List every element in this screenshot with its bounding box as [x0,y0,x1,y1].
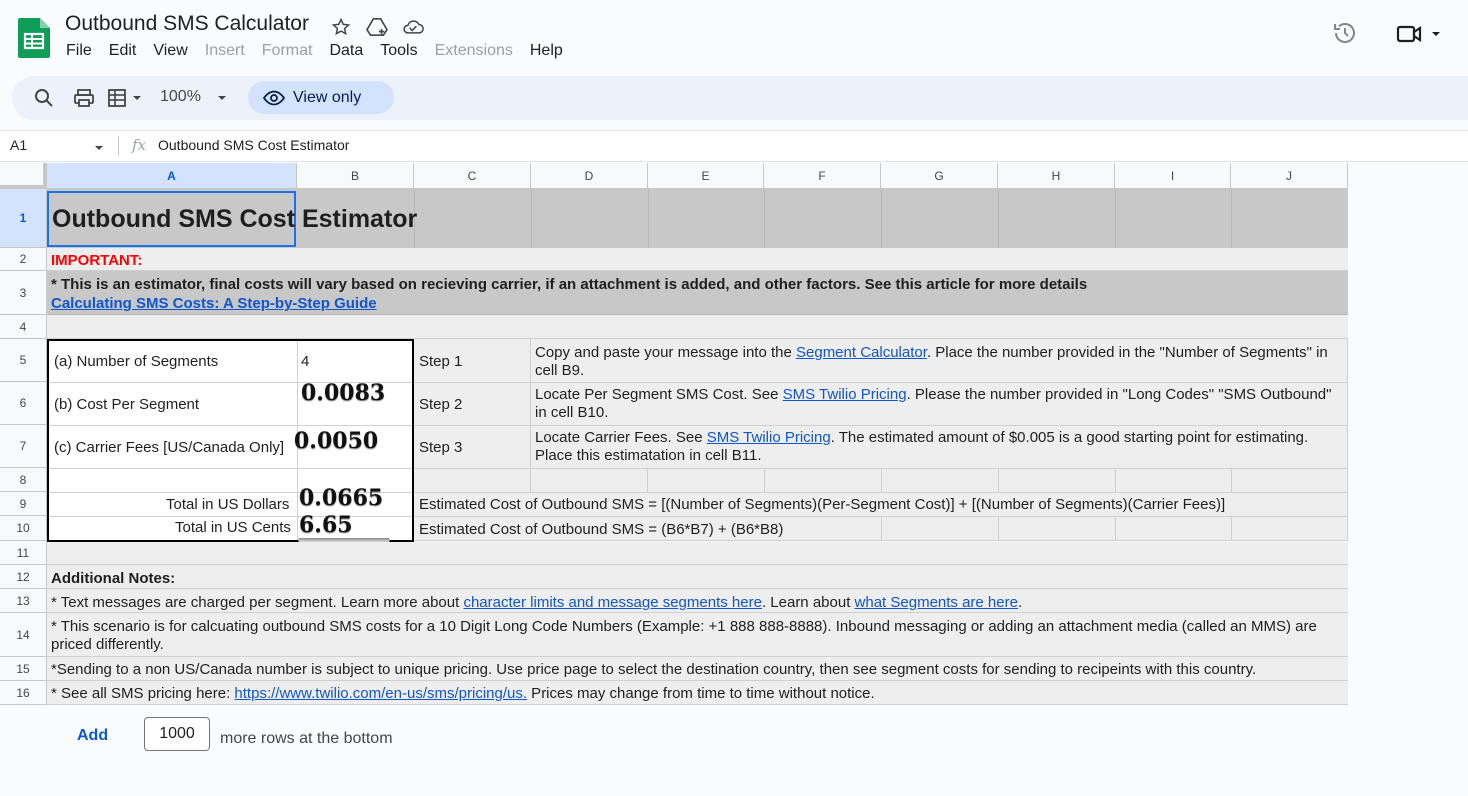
total-dollars-value[interactable]: 0.0665 [299,485,384,511]
step-3-pre: Locate Carrier Fees. See [535,429,707,446]
twilio-pricing-url-link[interactable]: https://www.twilio.com/en-us/sms/pricing/us. [234,685,528,702]
step-1-post: . Place the number provided in the "Number of Segments" in cell B9. [535,344,1328,379]
twilio-pricing-link-1[interactable]: SMS Twilio Pricing [782,386,907,403]
total-cents-value[interactable]: 6.65 [299,512,353,538]
menu-edit[interactable]: Edit [108,42,137,59]
row-header-9[interactable]: 9 [0,492,47,516]
gridline [881,468,882,492]
step-1-label: Step 1 [419,353,463,370]
step-2-post: . Please the number provided in "Long Codes" "SMS Outbound" in cell B10. [535,386,1332,421]
zoom-chevron-down-icon[interactable] [215,86,229,110]
gridline [49,425,412,426]
name-box-chevron-down-icon[interactable] [93,141,105,159]
gridline [531,189,532,248]
row-header-4[interactable]: 4 [0,315,47,339]
note-pricing [51,685,875,702]
search-icon[interactable] [34,86,54,110]
sheet-title: Outbound SMS Cost Estimator [52,205,418,233]
note-scenario: * This scenario is for calcuating outbound SMS costs for a 10 Digit Long Code Numbers (Example: +1 888 888-8888). Inbound messaging or adding an attachment media (called an MMS) are priced differently. [51,618,1317,653]
row-header-16[interactable]: 16 [0,681,47,705]
row-header-7[interactable]: 7 [0,425,47,468]
character-limits-link[interactable]: character limits and message segments here [463,594,762,611]
gridline [881,516,882,540]
gridline [764,189,765,248]
gridline [49,468,412,469]
menu-format[interactable]: Format [261,42,313,59]
formula-content[interactable]: Outbound SMS Cost Estimator [158,137,350,153]
menu-insert[interactable]: Insert [204,42,245,59]
gridline [648,189,649,248]
step-1-text [535,344,1343,380]
row-header-6[interactable]: 6 [0,382,47,425]
toolbar [12,76,1468,120]
note-segments-mid: . Learn about [761,594,855,611]
row-header-2[interactable]: 2 [0,248,47,271]
column-header-f[interactable]: F [764,163,881,189]
column-header-g[interactable]: G [881,163,998,189]
gridline [414,425,1348,426]
carrier-fees-label: (c) Carrier Fees [US/Canada Only] [54,439,285,456]
add-rows-button[interactable]: Add [77,727,109,744]
column-header-d[interactable]: D [531,163,648,189]
gridline [1231,516,1232,540]
cost-per-segment-value[interactable]: 0.0083 [301,380,386,406]
gridline [414,382,1348,383]
cost-per-segment-label: (b) Cost Per Segment [54,396,200,413]
row-2-band [47,248,1348,271]
gridline [764,468,765,492]
gridline [998,468,999,492]
add-rows-count-input[interactable]: 1000 [144,717,210,751]
note-segments-post: . [1017,594,1023,611]
additional-notes-heading: Additional Notes: [51,570,176,587]
zoom-select[interactable] [160,88,201,106]
gridline [647,468,648,492]
menu-view[interactable]: View [153,42,188,59]
cloud-saved-icon[interactable] [402,16,424,38]
sheet-format-icon[interactable] [108,86,144,110]
document-title[interactable]: Outbound SMS Calculator [65,12,309,35]
row-header-10[interactable]: 10 [0,516,47,541]
column-header-j[interactable]: J [1231,163,1348,189]
select-all-corner[interactable] [0,163,47,189]
zoom-value: 100% [160,88,201,105]
view-only-label: View only [293,88,362,106]
note-segments [51,594,1022,611]
menu-data[interactable]: Data [329,42,364,59]
star-icon[interactable] [330,16,352,38]
gridline [881,189,882,248]
gridline [1115,516,1116,540]
carrier-fees-value[interactable]: 0.0050 [294,428,379,454]
menu-tools[interactable]: Tools [380,42,418,59]
menu-bar [66,42,580,60]
important-label: IMPORTANT: [51,252,143,269]
menu-help[interactable]: Help [529,42,563,59]
row-header-15[interactable]: 15 [0,657,47,681]
formula-explanation-1: Estimated Cost of Outbound SMS = [(Number of Segments)(Per-Segment Cost)] + [(Number of Segments)(Carrier Fees)] [419,496,1226,513]
row-12-band [47,565,1348,589]
estimator-note: * This is an estimator, final costs will vary based on recieving carrier, if an attachment is added, and other factors. See this article for more details [51,276,1088,293]
view-only-button[interactable] [248,81,394,114]
gridline [1231,189,1232,248]
gridline [998,516,999,540]
menu-file[interactable]: File [66,42,92,59]
column-header-b[interactable]: B [297,163,414,189]
gridline [414,492,1348,493]
segment-calculator-link[interactable]: Segment Calculator [796,344,927,361]
row-header-5[interactable]: 5 [0,339,47,382]
column-header-c[interactable]: C [414,163,531,189]
row-header-8[interactable]: 8 [0,468,47,492]
gridline [414,540,1348,541]
gridline [1231,468,1232,492]
note-segments-pre: * Text messages are charged per segment. Learn more about [51,594,464,611]
step-2-pre: Locate Per Segment SMS Cost. See [535,386,783,403]
eye-icon [263,90,285,106]
total-dollars-label: Total in US Dollars [166,496,290,513]
step-1-pre: Copy and paste your message into the [535,344,796,361]
gridline [998,189,999,248]
step-2-text [535,386,1343,422]
note-international: *Sending to a non US/Canada number is subject to unique pricing. Use price page to select the destination country, then see segment costs for sending to recipeints with this country. [51,661,1257,678]
column-header-e[interactable]: E [648,163,764,189]
segments-info-link[interactable]: what Segments are here [854,594,1018,611]
print-icon[interactable] [73,86,95,110]
column-header-h[interactable]: H [998,163,1115,189]
meet-video-icon[interactable] [1396,22,1442,46]
gridline [1115,189,1116,248]
row-header-14[interactable]: 14 [0,613,47,657]
step-2-label: Step 2 [419,396,463,413]
menu-extensions[interactable]: Extensions [434,42,513,59]
row-header-3[interactable]: 3 [0,271,47,315]
segments-label: (a) Number of Segments [54,353,219,370]
row-header-1[interactable]: 1 [0,189,47,248]
add-rows-text: more rows at the bottom [220,730,393,747]
formula-divider [118,136,119,156]
guide-link[interactable]: Calculating SMS Costs: A Step-by-Step Guide [51,295,377,312]
gridline [1347,339,1348,541]
row-header-11[interactable]: 11 [0,541,47,565]
twilio-pricing-link-2[interactable]: SMS Twilio Pricing [706,429,831,446]
version-history-icon[interactable] [1332,20,1358,46]
gridline [1115,468,1116,492]
formula-explanation-2: Estimated Cost of Outbound SMS = (B6*B7) + (B6*B8) [419,521,784,538]
segments-value[interactable]: 4 [301,353,310,370]
total-cents-label: Total in US Cents [175,519,291,536]
sheets-logo-icon[interactable] [18,18,50,58]
row-header-13[interactable]: 13 [0,589,47,613]
step-3-post: . The estimated amount of $0.005 is a good starting point for estimating. Place this estimatation in cell B11. [535,429,1309,464]
step-3-label: Step 3 [419,439,463,456]
note-pricing-pre: * See all SMS pricing here: [51,685,235,702]
column-header-i[interactable]: I [1115,163,1231,189]
note-pricing-post: Prices may change from time to time without notice. [527,685,875,702]
name-box[interactable]: A1 [10,137,28,153]
row-11-band [47,542,1348,565]
row-header-12[interactable]: 12 [0,565,47,589]
gridline [530,339,531,492]
gridline [49,516,412,517]
move-to-drive-icon[interactable] [366,16,388,38]
column-header-a[interactable]: A [47,163,297,189]
row-4-band [47,315,1348,339]
step-3-text [535,429,1343,465]
fx-icon: fx [132,136,147,154]
